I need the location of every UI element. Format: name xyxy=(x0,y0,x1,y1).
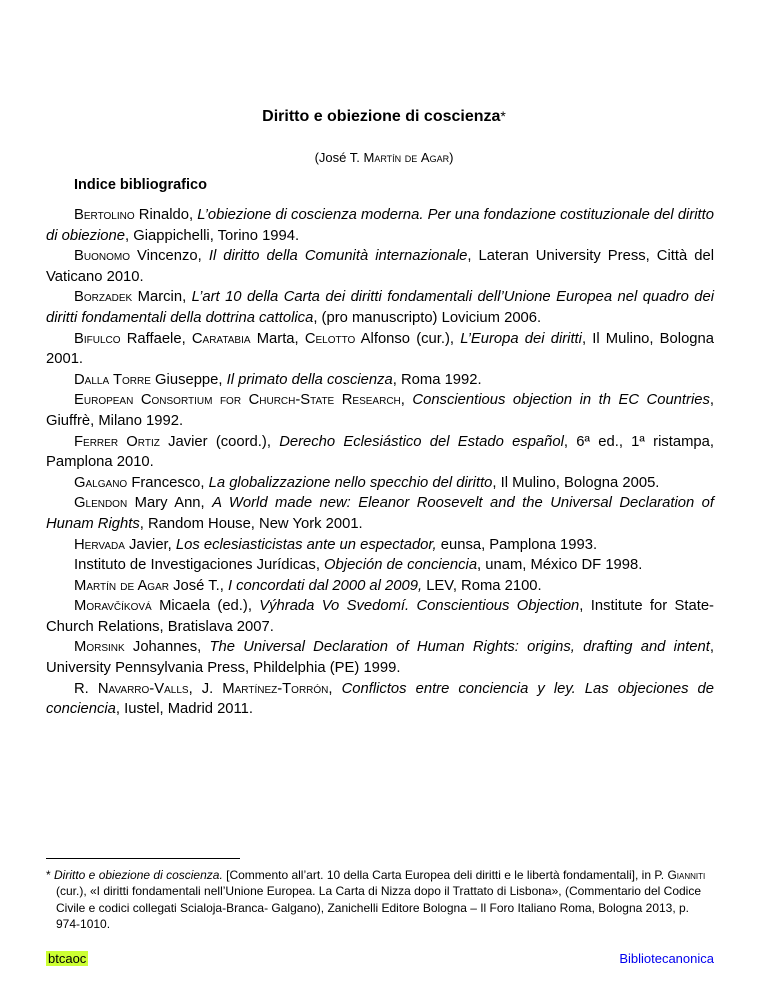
footnote-separator xyxy=(46,858,240,859)
author-name: Galgano xyxy=(74,474,128,491)
entry-text: Javier (coord.), xyxy=(159,433,280,450)
author-name: Martín de Agar xyxy=(74,577,169,594)
entry-text: , Roma 1992. xyxy=(392,371,482,388)
entry-text: , Iustel, Madrid 2011. xyxy=(115,701,254,718)
bibliography-entry xyxy=(46,596,714,637)
entry-text: , Random House, New York 2001. xyxy=(139,515,363,532)
footer-right-link[interactable]: Bibliotecanonica xyxy=(619,951,714,966)
entry-text: , Giuffrè, Milano 1992. xyxy=(46,392,714,429)
author-name: Morsink xyxy=(74,639,125,656)
bibliography-list xyxy=(46,205,714,720)
entry-text: Marcin, xyxy=(132,289,192,306)
entry-text: , xyxy=(400,392,413,409)
work-title: Diritto e obiezione di coscienza. xyxy=(54,868,223,882)
entry-text: , University Pennsylvania Press, Phildelphia (PE) 1999. xyxy=(46,639,714,677)
author-name: Hervada xyxy=(74,536,125,553)
entry-text: Instituto de Investigaciones Jurídicas, xyxy=(74,557,325,574)
entry-text: Rinaldo, xyxy=(134,207,198,223)
author-name: Glendon xyxy=(74,495,128,512)
author-line: (José T. Martín de Agar) xyxy=(314,150,454,165)
author-name: Bertolino xyxy=(74,207,135,223)
entry-text: , (pro manuscripto) Lovicium 2006. xyxy=(313,309,542,326)
work-title: The Universal Declaration of Human Rights: origins, drafting and intent xyxy=(209,639,710,656)
entry-text: Marta, xyxy=(250,330,305,347)
section-heading: Indice bibliografico xyxy=(74,177,207,193)
entry-text: , unam, México DF 1998. xyxy=(477,557,643,574)
entry-text: , Giappichelli, Torino 1994. xyxy=(124,227,300,244)
author-name: Caratabia xyxy=(191,330,251,347)
work-title: La globalizzazione nello specchio del diritto xyxy=(208,474,493,491)
work-title: L’art 10 della Carta dei diritti fondamentali dell’Unione Europea nel quadro dei diritti fondamentali della dottrina cattolica xyxy=(46,289,715,326)
entry-text: (cur.), «I diritti fondamentali nell’Unione Europea. La Carta di Nizza dopo il Trattato di Lisbona», (Commentario del Codice Civile e codici collegati Scialoja-Branca- Galgano), Zanichelli Editore Bologna – Il Foro Italiano Roma, Bologna 2013, p. 974-1010. xyxy=(56,884,701,932)
author-name: Navarro-Valls xyxy=(97,680,189,697)
entry-text: Francesco, xyxy=(127,474,209,491)
document-title xyxy=(0,108,768,126)
bibliography-entry xyxy=(46,637,714,678)
bibliography-entry xyxy=(46,370,714,391)
author-name: Gianniti xyxy=(667,868,706,882)
author-name: Moravčíková xyxy=(74,598,152,615)
work-title: Derecho Eclesiástico del Estado español xyxy=(279,433,564,450)
entry-text: , xyxy=(328,680,342,697)
bibliography-entry xyxy=(46,473,714,494)
work-title: Los eclesiasticistas ante un espectador, xyxy=(175,536,437,553)
author-name: Buonomo xyxy=(74,248,130,265)
entry-text: [Commento all’art. 10 della Carta Europea deli diritti e le libertà fondamentali], in P. xyxy=(222,868,668,882)
author-name: Martínez-Torrón xyxy=(222,680,329,697)
entry-text: , J. xyxy=(188,680,223,697)
work-title: Il primato della coscienza xyxy=(226,371,393,388)
entry-text: * xyxy=(46,868,55,882)
entry-text: eunsa, Pamplona 1993. xyxy=(436,536,598,553)
author-name: European Consortium for Church-State Research xyxy=(74,392,401,409)
entry-text: , Il Mulino, Bologna 2005. xyxy=(492,474,660,491)
entry-text: Micaela (ed.), xyxy=(151,598,260,615)
footnote-marker[interactable]: * xyxy=(500,108,506,124)
work-title: Il diritto della Comunità internazionale xyxy=(208,248,468,265)
work-title: Conflictos entre conciencia y ley. Las objeciones de conciencia xyxy=(46,680,714,718)
work-title: Conscientious objection in th EC Countries xyxy=(412,392,710,409)
work-title: L’Europa dei diritti xyxy=(460,330,582,347)
footnote xyxy=(46,867,714,933)
entry-text: , Il Mulino, Bologna 2001. xyxy=(46,330,714,368)
entry-text: José T., xyxy=(168,577,228,594)
work-title: Objeción de conciencia xyxy=(324,557,478,574)
author-name: Dalla Torre xyxy=(74,371,151,388)
bibliography-entry xyxy=(46,493,714,534)
bibliography-entry xyxy=(46,535,714,556)
bibliography-entry xyxy=(46,679,714,720)
entry-text: , Lateran University Press, Città del Vaticano 2010. xyxy=(46,248,715,285)
work-title: L’obiezione di coscienza moderna. Per una fondazione costituzionale del diritto di obiezione xyxy=(46,207,714,244)
author-name: Bifulco xyxy=(74,330,121,347)
entry-text: Giuseppe, xyxy=(150,371,227,388)
bibliography-entry xyxy=(46,287,714,328)
work-title: I concordati dal 2000 al 2009, xyxy=(227,577,423,594)
entry-text: Johannes, xyxy=(124,639,210,656)
footer-left-label: btcaoc xyxy=(48,951,87,966)
entry-text: Javier, xyxy=(124,536,176,553)
work-title: A World made new: Eleanor Roosevelt and the Universal Declaration of Hunam Rights xyxy=(46,495,714,532)
author-name: Ferrer Ortiz xyxy=(74,433,160,450)
entry-text: R. xyxy=(74,680,98,697)
author-name: Borzadek xyxy=(74,289,133,306)
bibliography-entry xyxy=(46,246,714,287)
author-name: Celotto xyxy=(304,330,356,347)
bibliography-entry xyxy=(46,390,714,431)
bibliography-entry xyxy=(46,555,714,576)
title-text: Diritto e obiezione di coscienza xyxy=(262,108,501,125)
bibliography-entry xyxy=(46,432,714,473)
entry-text: Raffaele, xyxy=(120,330,192,347)
entry-text: , 6ª ed., 1ª ristampa, Pamplona 2010. xyxy=(46,433,714,471)
bibliography-entry xyxy=(46,576,714,597)
entry-text: Vincenzo, xyxy=(129,248,209,265)
entry-text: LEV, Roma 2100. xyxy=(422,577,542,594)
bibliography-entry xyxy=(46,329,714,370)
work-title: Výhrada Vo Svedomí. Conscientious Objection xyxy=(259,598,580,615)
entry-text: , Institute for State-Church Relations, Bratislava 2007. xyxy=(46,598,714,635)
entry-text: Alfonso (cur.), xyxy=(355,330,461,347)
entry-text: Mary Ann, xyxy=(127,495,213,512)
bibliography-entry xyxy=(46,205,714,246)
